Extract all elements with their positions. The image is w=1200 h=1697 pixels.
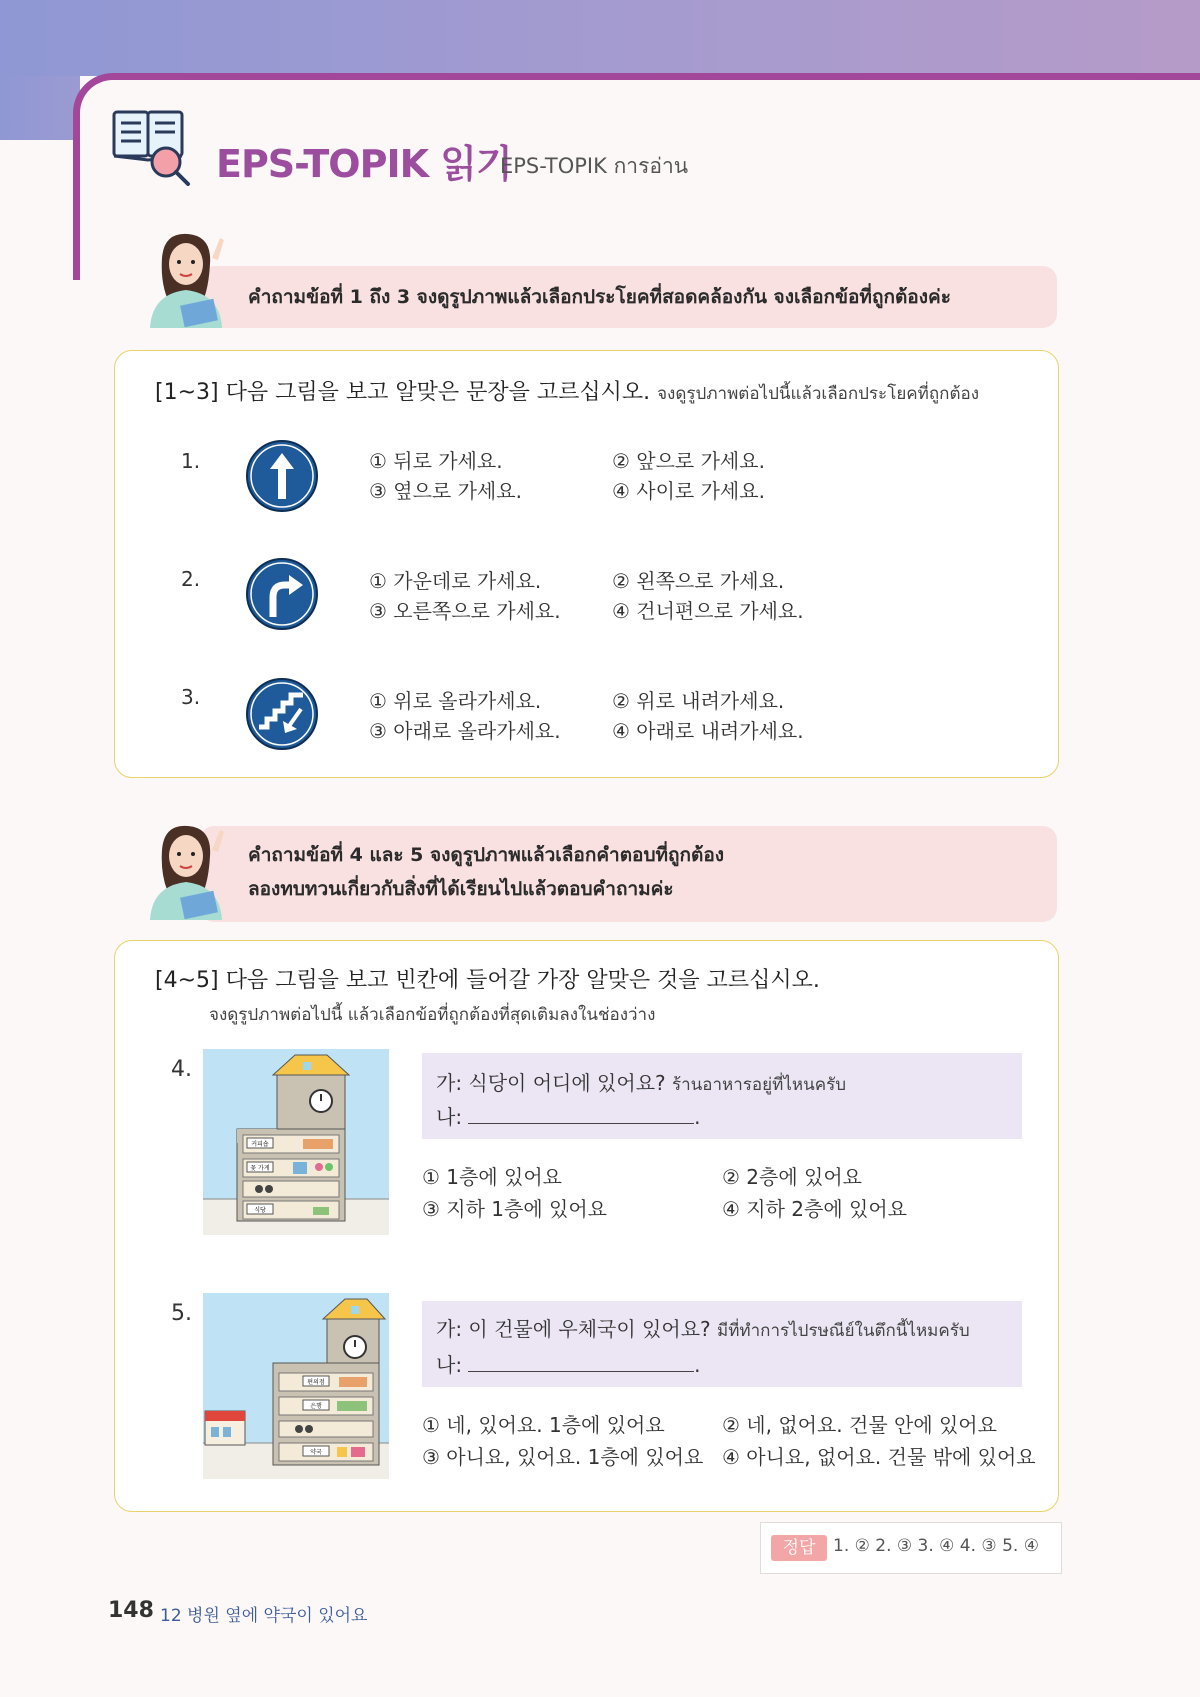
option-2[interactable]: ② 네, 없어요. 건물 안에 있어요 bbox=[722, 1413, 997, 1437]
floor-label: 식당 bbox=[254, 1207, 266, 1214]
dialog-question-th: ร้านอาหารอยู่ที่ไหนครับ bbox=[672, 1075, 846, 1095]
option-4[interactable]: ④ 아니요, 없어요. 건물 밖에 있어요 bbox=[722, 1445, 1036, 1469]
page-title: EPS-TOPIK 읽기 bbox=[216, 142, 512, 186]
instruction-bubble-2 bbox=[200, 826, 1057, 922]
question-heading-2: [4~5] 다음 그림을 보고 빈칸에 들어갈 가장 알맞은 것을 고르십시오. bbox=[155, 968, 820, 993]
floor-label: 꽃 가게 bbox=[250, 1165, 270, 1172]
chapter-title: 12 병원 옆에 약국이 있어요 bbox=[160, 1606, 368, 1626]
dialog-question bbox=[436, 1067, 846, 1098]
question-number: 5. bbox=[171, 1301, 192, 1326]
teacher-avatar bbox=[142, 228, 234, 328]
stairs-down-icon bbox=[245, 677, 319, 751]
question-heading-1 bbox=[155, 375, 979, 407]
option-4[interactable]: ④ 지하 2층에 있어요 bbox=[722, 1197, 907, 1221]
instruction-bubble-1 bbox=[200, 266, 1057, 328]
turn-right-icon bbox=[245, 557, 319, 631]
option-4[interactable]: ④ 건너편으로 가세요. bbox=[612, 599, 804, 623]
answer-prefix: 나: bbox=[436, 1353, 463, 1377]
option-3[interactable]: ③ 옆으로 가세요. bbox=[369, 479, 522, 503]
arrow-up-icon bbox=[245, 439, 319, 513]
top-banner-left bbox=[0, 76, 80, 140]
instruction-text-2a: คำถามข้อที่ 4 และ 5 จงดูรูปภาพแล้วเลือกคำตอบที่ถูกต้อง bbox=[248, 844, 725, 866]
answer-blank[interactable] bbox=[468, 1353, 694, 1372]
option-2[interactable]: ② 위로 내려가세요. bbox=[612, 689, 785, 713]
floor-label: 은행 bbox=[310, 1403, 322, 1410]
option-1[interactable]: ① 위로 올라가세요. bbox=[369, 689, 542, 713]
option-4[interactable]: ④ 아래로 내려가세요. bbox=[612, 719, 804, 743]
floor-label: 편의점 bbox=[307, 1379, 325, 1386]
page-subtitle: EPS-TOPIK การอ่าน bbox=[500, 154, 689, 178]
dialog-question-ko: 가: 이 건물에 우체국이 있어요? bbox=[436, 1317, 711, 1341]
option-3[interactable]: ③ 아니요, 있어요. 1층에 있어요 bbox=[422, 1445, 704, 1469]
answer-label: 정답 bbox=[771, 1535, 827, 1561]
option-1[interactable]: ① 1층에 있어요 bbox=[422, 1165, 562, 1189]
page-number: 148 bbox=[108, 1598, 154, 1623]
dialog-answer: 나: . bbox=[436, 1353, 701, 1377]
dialog-answer: 나: . bbox=[436, 1105, 701, 1129]
option-4[interactable]: ④ 사이로 가세요. bbox=[612, 479, 765, 503]
building-illustration bbox=[203, 1049, 389, 1235]
heading-th: จงดูรูปภาพต่อไปนี้ แล้วเลือกข้อที่ถูกต้องที่สุดเติมลงในช่องว่าง bbox=[209, 1005, 656, 1025]
dialog-box bbox=[422, 1053, 1022, 1139]
option-2[interactable]: ② 왼쪽으로 가세요. bbox=[612, 569, 785, 593]
question-number: 4. bbox=[171, 1057, 192, 1082]
option-3[interactable]: ③ 지하 1층에 있어요 bbox=[422, 1197, 607, 1221]
option-2[interactable]: ② 2층에 있어요 bbox=[722, 1165, 862, 1189]
question-number: 3. bbox=[181, 685, 201, 709]
answer-values: 1. ② 2. ③ 3. ④ 4. ③ 5. ④ bbox=[833, 1536, 1039, 1556]
dialog-question-th: มีที่ทำการไปรษณีย์ในตึกนี้ไหมครับ bbox=[716, 1321, 970, 1341]
teacher-avatar bbox=[142, 820, 234, 920]
answer-prefix: 나: bbox=[436, 1105, 463, 1129]
building-illustration bbox=[203, 1293, 389, 1479]
heading-th: จงดูรูปภาพต่อไปนี้แล้วเลือกประโยคที่ถูกต้อง bbox=[657, 384, 979, 404]
instruction-text-1: คำถามข้อที่ 1 ถึง 3 จงดูรูปภาพแล้วเลือกประโยคที่สอดคล้องกัน จงเลือกข้อที่ถูกต้องค่ะ bbox=[248, 286, 951, 308]
option-1[interactable]: ① 가운데로 가세요. bbox=[369, 569, 542, 593]
question-number: 2. bbox=[181, 567, 201, 591]
dialog-question-ko: 가: 식당이 어디에 있어요? bbox=[436, 1071, 666, 1095]
answer-key bbox=[760, 1522, 1062, 1574]
instruction-text-2b: ลองทบทวนเกี่ยวกับสิ่งที่ได้เรียนไปแล้วตอบคำถามค่ะ bbox=[248, 878, 674, 900]
question-box-1 bbox=[114, 350, 1059, 778]
question-box-2 bbox=[114, 940, 1059, 1512]
top-banner bbox=[0, 0, 1200, 76]
book-search-icon bbox=[112, 108, 192, 186]
floor-label: 약국 bbox=[310, 1449, 322, 1456]
option-3[interactable]: ③ 오른쪽으로 가세요. bbox=[369, 599, 561, 623]
question-number: 1. bbox=[181, 449, 201, 473]
option-1[interactable]: ① 네, 있어요. 1층에 있어요 bbox=[422, 1413, 665, 1437]
dialog-question bbox=[436, 1313, 970, 1344]
dialog-box bbox=[422, 1301, 1022, 1387]
option-3[interactable]: ③ 아래로 올라가세요. bbox=[369, 719, 561, 743]
answer-blank[interactable] bbox=[468, 1105, 694, 1124]
option-1[interactable]: ① 뒤로 가세요. bbox=[369, 449, 503, 473]
heading-ko: [1~3] 다음 그림을 보고 알맞은 문장을 고르십시오. bbox=[155, 380, 651, 405]
option-2[interactable]: ② 앞으로 가세요. bbox=[612, 449, 765, 473]
floor-label: 커피숍 bbox=[251, 1141, 269, 1148]
